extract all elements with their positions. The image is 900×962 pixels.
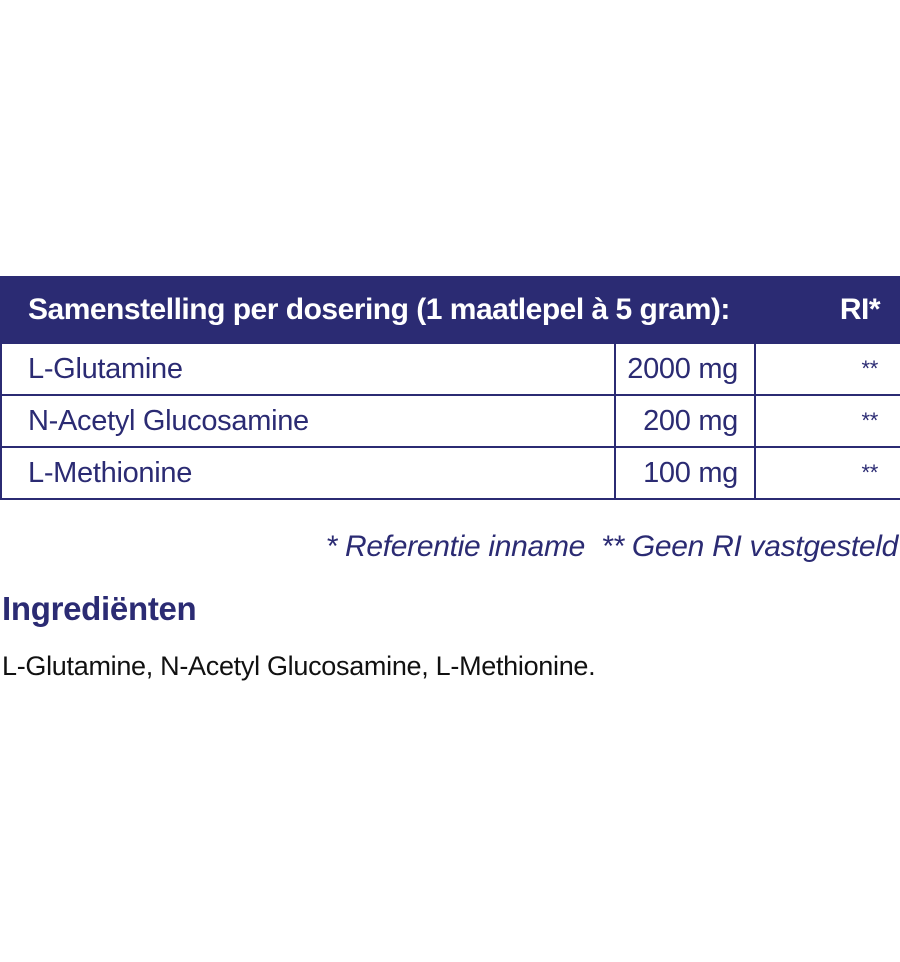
ingredient-name: N-Acetyl Glucosamine bbox=[1, 395, 615, 447]
table-row bbox=[1, 447, 900, 499]
table-header-row bbox=[1, 277, 900, 343]
table-row bbox=[1, 395, 900, 447]
table-row bbox=[1, 343, 900, 395]
nutrition-table bbox=[0, 276, 900, 500]
ingredient-amount: 200 mg bbox=[615, 395, 755, 447]
ingredient-ri: ** bbox=[755, 343, 900, 395]
table-header-ri: RI* bbox=[755, 277, 900, 343]
table-header-label: Samenstelling per dosering (1 maatlepel à 5 gram): bbox=[1, 277, 755, 343]
ingredient-name: L-Methionine bbox=[1, 447, 615, 499]
ingredient-amount: 100 mg bbox=[615, 447, 755, 499]
ingredient-amount: 2000 mg bbox=[615, 343, 755, 395]
ingredients-heading: Ingrediënten bbox=[2, 590, 197, 627]
ri-footnote: * Referentie inname ** Geen RI vastgesteld bbox=[325, 530, 898, 563]
ingredient-name: L-Glutamine bbox=[1, 343, 615, 395]
ingredients-list: L-Glutamine, N-Acetyl Glucosamine, L-Methionine. bbox=[2, 651, 596, 681]
ingredient-ri: ** bbox=[755, 395, 900, 447]
ingredient-ri: ** bbox=[755, 447, 900, 499]
